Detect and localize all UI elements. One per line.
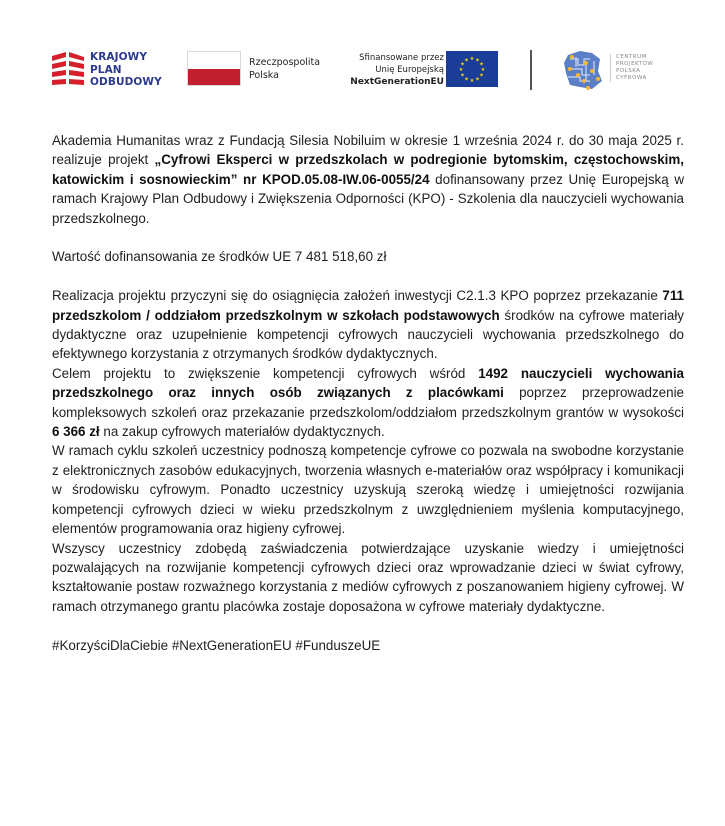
eu-star-icon: ★ <box>479 61 484 68</box>
aim-paragraph <box>52 364 684 442</box>
aim-text-3: na zakup cyfrowych materiałów dydaktycznych. <box>99 424 385 440</box>
goal-text-1: Realizacja projektu przyczyni się do osiągnięcia założeń inwestycji C2.1.3 KPO poprzez przekazanie <box>52 288 663 304</box>
logo-divider <box>530 50 532 90</box>
eu-star-icon: ★ <box>464 76 469 83</box>
certificate-paragraph: Wszyscy uczestnicy zdobędą zaświadczenia potwierdzające uzyskanie wiedzy i umiejętności pozwalających na rozwijanie kompetencji cyfrowych dzieci oraz wprowadzanie dzieci w świat cyfrowy, kształtowanie postaw rozważnego korzystania z mediów cyfrowych z poszanowaniem higieny cyfrowej. W ramach otrzymanego grantu placówka zostaje doposażona w cyfrowe materiały dydaktyczne. <box>52 540 684 614</box>
rp-line-2: Polska <box>249 70 279 81</box>
cppc-line-4: CYFROWA <box>616 75 647 81</box>
eu-line-1: Sfinansowane przez <box>359 53 444 63</box>
eu-line-3: NextGenerationEU <box>350 77 444 87</box>
rzeczpospolita-logo <box>187 48 327 92</box>
polish-flag-icon <box>187 51 241 86</box>
project-title: „Cyfrowi Eksperci w przedszkolach w podregionie bytomskim, częstochowskim, katowickim i sosnowieckim” nr KPOD.05.08-IW.06-0055/24 <box>52 152 684 187</box>
eu-star-icon: ★ <box>475 76 480 83</box>
cppc-line-2: PROJEKTÓW <box>616 61 654 67</box>
goal-paragraph <box>52 286 684 364</box>
document-body <box>52 131 684 655</box>
kpo-building-icon <box>52 50 84 88</box>
cppc-line-1: CENTRUM <box>616 54 647 60</box>
aim-text-2: poprzez przeprowadzenie kompleksowych szkoleń oraz przekazanie przedszkolom/oddziałom przedszkolnym grantów w wysokości <box>52 385 685 420</box>
training-paragraph: W ramach cyklu szkoleń uczestnicy podnoszą kompetencje cyfrowe co pozwala na swobodne korzystanie z elektronicznych zasobów edukacyjnych, tworzenia własnych e-materiałów oraz współpracy i komunikacji w środowisku cyfrowym. Ponadto uczestnicy uzyskują szeroką wiedzę i umiejętności rozwijania kompetencji cyfrowych dzieci w wieku przedszkolnym z uwzględnieniem myślenia komputacyjnego, elementów programowania oraz higieny cyfrowej. <box>52 443 684 537</box>
eu-line-2: Unię Europejską <box>375 65 444 75</box>
eu-funding-logo <box>342 48 502 92</box>
poland-map-icon <box>562 49 604 91</box>
funding-value: Wartość dofinansowania ze środków UE 7 481 518,60 zł <box>52 249 387 265</box>
eu-star-icon: ★ <box>458 67 464 73</box>
eu-star-icon: ★ <box>460 72 465 79</box>
kpo-line-2: PLAN <box>90 63 122 76</box>
eu-star-icon: ★ <box>460 61 465 68</box>
goal-text-2: środków na cyfrowe materiały dydaktyczne oraz uzupełnienie kompetencji cyfrowych nauczycieli wychowania przedszkolnego do efektywnego korzystania z otrzymanych środków dydaktycznych. <box>52 307 685 362</box>
logo-bar <box>52 48 682 92</box>
aim-text-1: Celem projektu to zwiększenie kompetencji cyfrowych wśród <box>52 365 479 381</box>
eu-star-icon: ★ <box>475 57 480 64</box>
intro-text-2: dofinansowany przez Unię Europejską w ramach Krajowy Plan Odbudowy i Zwiększenia Odporności (KPO) - Szkolenia dla nauczycieli wychowania przedszkolnego. <box>52 171 684 226</box>
eu-flag-icon <box>446 51 498 87</box>
kpo-logo <box>52 48 172 92</box>
cppc-logo <box>562 48 682 92</box>
grant-amount: 6 366 zł <box>52 424 100 440</box>
eu-star-icon: ★ <box>464 57 469 64</box>
rp-line-1: Rzeczpospolita <box>249 57 321 68</box>
kpo-line-3: ODBUDOWY <box>90 76 162 88</box>
hashtags: #KorzyściDlaCiebie #NextGenerationEU #FunduszeUE <box>52 637 381 653</box>
eu-star-icon: ★ <box>480 67 486 73</box>
intro-paragraph <box>52 131 684 228</box>
eu-star-icon: ★ <box>469 78 475 84</box>
teacher-count: 1492 nauczycieli wychowania przedszkolnego oraz innych osób związanych z placówkami <box>52 365 685 401</box>
preschool-count: 711 przedszkolom / oddziałom przedszkolnym w szkołach podstawowych <box>52 288 684 323</box>
kpo-line-1: KRAJOWY <box>90 51 148 63</box>
eu-star-icon: ★ <box>469 56 475 62</box>
eu-star-icon: ★ <box>479 72 484 79</box>
cppc-line-3: POLSKA <box>616 68 641 74</box>
intro-text-1: Akademia Humanitas wraz z Fundacją Silesia Nobiluim w okresie 1 września 2024 r. do 30 maja 2025 r. realizuje projekt <box>52 133 684 168</box>
